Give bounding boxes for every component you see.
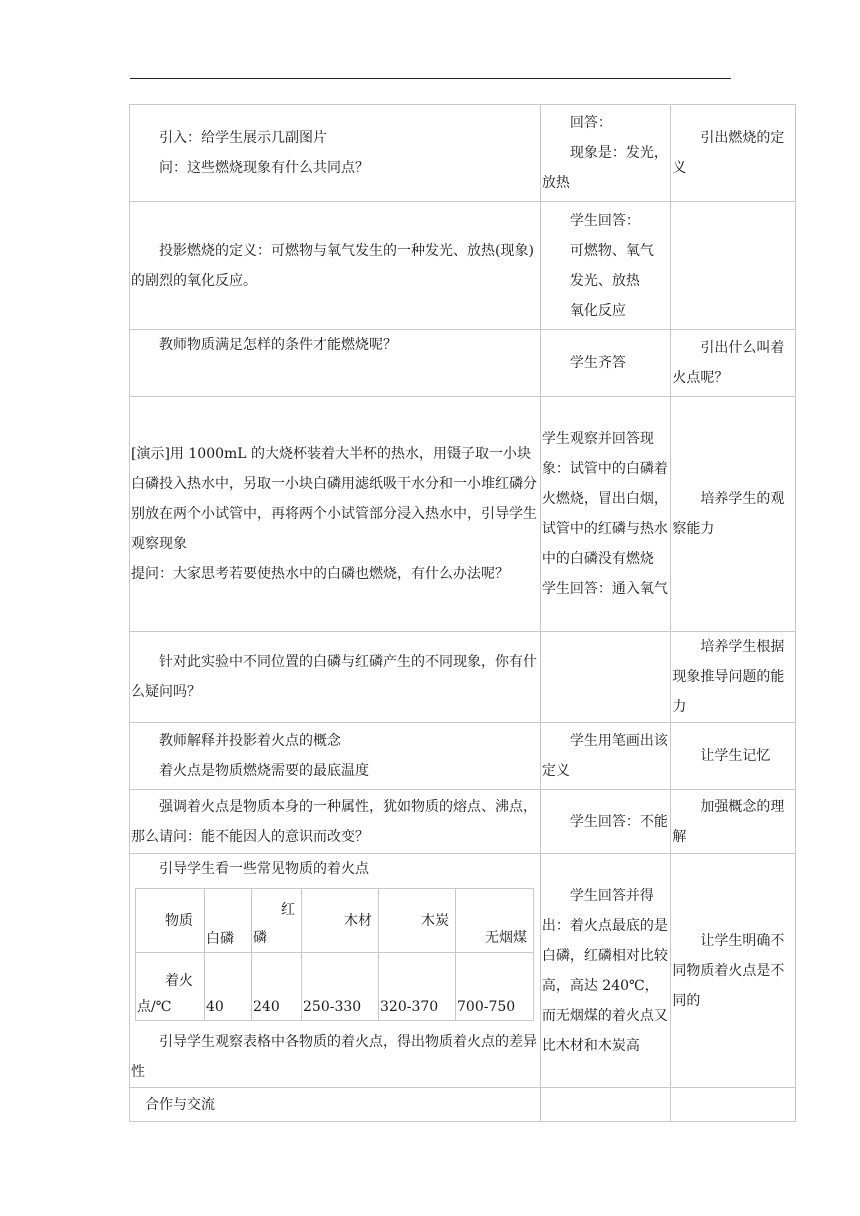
ignition-header-cell: 物质: [136, 889, 205, 953]
design-intent-cell: [671, 105, 796, 202]
design-intent-cell: [671, 854, 796, 1088]
cell-text: 现象是：发光，放热: [541, 145, 668, 191]
cell-text: 让学生明确不同物质着火点是不同的: [672, 932, 785, 1009]
cell-text: 培养学生的观察能力: [672, 491, 785, 537]
cell-text: 提问：大家思考若要使热水中的白磷也燃烧，有什么办法呢？: [131, 566, 509, 582]
cell-text: 针对此实验中不同位置的白磷与红磷产生的不同现象，你有什么疑问吗？: [131, 654, 537, 700]
student-activity-cell: [540, 202, 671, 330]
table-row: [130, 632, 796, 723]
cell-text: 加强概念的理解: [672, 798, 785, 845]
design-intent-cell: [671, 790, 796, 854]
cell-text: 学生回答：不能: [569, 813, 668, 830]
table-row: [130, 790, 796, 854]
ignition-header-cell: 红磷: [252, 889, 302, 953]
teacher-activity-cell: [130, 105, 541, 202]
teacher-activity-cell: [130, 632, 541, 723]
cell-text: 学生用笔画出该定义: [541, 733, 668, 779]
table-row: [130, 723, 796, 790]
cell-text: 学生齐答: [569, 355, 626, 371]
ignition-header-cell: 白磷: [205, 889, 252, 953]
student-activity-cell: [540, 1088, 671, 1122]
teacher-activity-cell: [130, 397, 541, 632]
ignition-header-row: [136, 889, 534, 953]
cell-text: 合作与交流: [145, 1096, 215, 1113]
table-row: [130, 397, 796, 632]
lesson-table: [129, 104, 796, 1122]
cell-text: 教师解释并投影着火点的概念: [159, 733, 341, 749]
cell-text: 氧化反应: [569, 302, 626, 319]
cell-text: 让学生记忆: [700, 748, 771, 764]
table-row: [130, 105, 796, 202]
ignition-value-cell: 着火点/℃: [136, 953, 205, 1021]
ignition-value-cell: 240: [252, 953, 302, 1021]
cell-text: 引导学生看一些常见物质的着火点: [159, 861, 369, 877]
ignition-value-cell: 40: [205, 953, 252, 1021]
teacher-activity-cell: [130, 1088, 541, 1122]
cell-text: 学生观察并回答现象：试管中的白磷着火燃烧，冒出白烟，试管中的红磷与热水中的白磷没有燃烧: [541, 431, 668, 567]
design-intent-cell: [671, 1088, 796, 1122]
cell-text: 学生回答并得出：着火点最底的是白磷，红磷相对比较高，高达 240℃，而无烟煤的着火点又比木材和木炭高: [541, 887, 668, 1054]
cell-text: 学生回答：: [569, 212, 640, 229]
cell-text: 培养学生根据现象推导问题的能力: [672, 639, 785, 715]
cell-text: 强调着火点是物质本身的一种属性，犹如物质的熔点、沸点，那么请问：能不能因人的意识而改变？: [131, 798, 537, 845]
student-activity-cell: [540, 105, 671, 202]
design-intent-cell: [671, 202, 796, 330]
teacher-activity-cell: [130, 854, 541, 1088]
cell-text: 发光、放热: [569, 272, 640, 289]
student-activity-cell: [540, 632, 671, 723]
design-intent-cell: [671, 330, 796, 397]
teacher-activity-cell: [130, 723, 541, 790]
table-row: [130, 202, 796, 330]
table-row: [130, 330, 796, 397]
ignition-value-cell: 250-330: [302, 953, 379, 1021]
ignition-header-cell: 木材: [302, 889, 379, 953]
ignition-point-table: [135, 888, 534, 1021]
ignition-value-row: [136, 953, 534, 1021]
design-intent-cell: [671, 397, 796, 632]
cell-text: 教师物质满足怎样的条件才能燃烧呢？: [159, 337, 397, 353]
ignition-header-cell: 木炭: [379, 889, 456, 953]
cell-text: 着火点是物质燃烧需要的最底温度: [159, 763, 369, 779]
ignition-value-cell: 700-750: [456, 953, 534, 1021]
teacher-activity-cell: [130, 202, 541, 330]
table-row: [130, 1088, 796, 1122]
header-rule: [130, 78, 731, 79]
teacher-activity-cell: [130, 790, 541, 854]
table-row: [130, 854, 796, 1088]
student-activity-cell: [540, 854, 671, 1088]
cell-text: 学生回答：通入氧气: [541, 581, 668, 597]
cell-text: [演示]用 1000mL 的大烧杯装着大半杯的热水，用镊子取一小块白磷投入热水中，另取一小块白磷用滤纸吸干水分和一小堆红磷分别放在两个小试管中，再将两个小试管部分浸入热水中，引导学生观察现象: [131, 446, 537, 552]
ignition-header-cell: 无烟煤: [456, 889, 534, 953]
design-intent-cell: [671, 723, 796, 790]
cell-text: 引出什么叫着火点呢？: [672, 340, 785, 386]
student-activity-cell: [540, 330, 671, 397]
ignition-value-cell: 320-370: [379, 953, 456, 1021]
student-activity-cell: [540, 397, 671, 632]
design-intent-cell: [671, 632, 796, 723]
student-activity-cell: [540, 790, 671, 854]
cell-text: 引导学生观察表格中各物质的着火点，得出物质着火点的差异性: [131, 1034, 537, 1080]
cell-text: 问：这些燃烧现象有什么共同点？: [159, 160, 369, 176]
cell-text: 回答：: [569, 115, 612, 131]
cell-text: 引入：给学生展示几副图片: [159, 130, 327, 146]
cell-text: 引出燃烧的定义: [672, 130, 785, 176]
cell-text: 投影燃烧的定义：可燃物与氧气发生的一种发光、放热(现象)的剧烈的氧化反应。: [131, 242, 534, 289]
student-activity-cell: [540, 723, 671, 790]
teacher-activity-cell: [130, 330, 541, 397]
cell-text: 可燃物、氧气: [569, 242, 654, 259]
